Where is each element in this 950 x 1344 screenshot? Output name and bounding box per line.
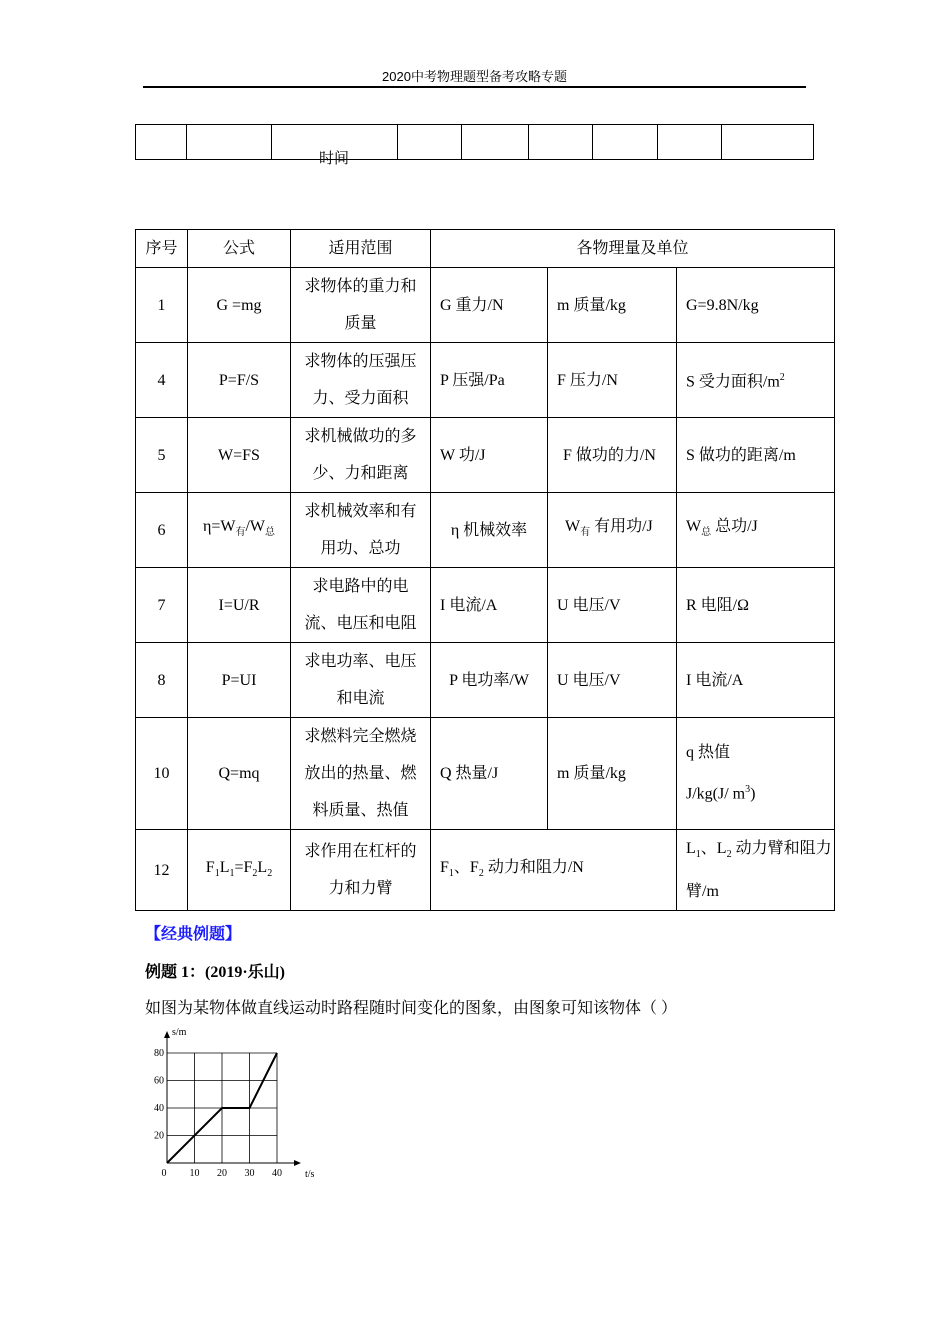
top-cell [462, 125, 529, 160]
table-row [136, 493, 835, 568]
row-range: 求物体的重力和 质量 [291, 268, 431, 343]
row-formula: Q=mq [188, 718, 291, 830]
x-tick-label: 10 [189, 1168, 200, 1179]
row-quantity: $L_1$、$L_2$ 动力臂和阻力臂/m [677, 830, 835, 911]
top-cell [658, 125, 722, 160]
row-no: 1 [136, 268, 188, 343]
x-tick-label: 30 [244, 1168, 255, 1179]
row-range: 求机械效率和有 用功、总功 [291, 493, 431, 568]
top-cell [136, 125, 187, 160]
row-quantity: G 重力/N [431, 268, 548, 343]
row-quantity: G=9.8N/kg [677, 268, 835, 343]
row-quantity: R 电阻/Ω [677, 568, 835, 643]
example-label: 例题 1：(2019·乐山) [145, 964, 285, 981]
row-range: 求物体的压强压 力、受力面积 [291, 343, 431, 418]
row-quantity: F 压力/N [548, 343, 677, 418]
row-formula: W=FS [188, 418, 291, 493]
row-quantity: m 质量/kg [548, 718, 677, 830]
row-no: 10 [136, 718, 188, 830]
y-axis-arrow [164, 1031, 170, 1038]
row-quantity: P 压强/Pa [431, 343, 548, 418]
table-row [136, 268, 835, 343]
table-row [136, 830, 835, 911]
row-quantity: η 机械效率 [431, 493, 548, 568]
x-tick-label: 20 [217, 1168, 227, 1179]
top-cell [593, 125, 658, 160]
top-cell [529, 125, 593, 160]
table-row [136, 718, 835, 830]
row-no: 7 [136, 568, 188, 643]
x-axis-label: t/s [305, 1169, 315, 1180]
header-no: 序号 [136, 230, 188, 268]
y-tick-label: 20 [154, 1130, 164, 1142]
chart [140, 1020, 340, 1185]
x-tick-label: 40 [272, 1168, 282, 1179]
top-cell [722, 125, 814, 160]
row-range: 求电路中的电 流、电压和电阻 [291, 568, 431, 643]
row-quantity: m 质量/kg [548, 268, 677, 343]
row-formula: I=U/R [188, 568, 291, 643]
header-rule [143, 86, 806, 88]
row-range: 求电功率、电压 和电流 [291, 643, 431, 718]
example-question [145, 955, 815, 1027]
row-quantity: W 功/J [431, 418, 548, 493]
row-no: 4 [136, 343, 188, 418]
row-quantity: I 电流/A [677, 643, 835, 718]
header-quantities: 各物理量及单位 [431, 230, 835, 268]
top-table [135, 124, 814, 167]
row-range: 求作用在杠杆的 力和力臂 [291, 830, 431, 911]
row-quantity: F 做功的力/N [548, 418, 677, 493]
row-quantity: Q 热量/J [431, 718, 548, 830]
row-no: 6 [136, 493, 188, 568]
row-quantity: U 电压/V [548, 643, 677, 718]
table-row [136, 643, 835, 718]
top-cell [272, 125, 398, 167]
row-no: 5 [136, 418, 188, 493]
y-tick-label: 40 [154, 1103, 164, 1114]
row-no: 12 [136, 830, 188, 911]
y-tick-label: 60 [154, 1075, 164, 1087]
x-axis-arrow [294, 1160, 301, 1166]
top-cell [398, 125, 462, 160]
section-title: 【经典例题】 [145, 924, 242, 943]
row-quantity: P 电功率/W [431, 643, 548, 718]
row-formula: P=F/S [188, 343, 291, 418]
row-quantity: I 电流/A [431, 568, 548, 643]
row-formula: $F_1L_1=F_2L_2$ [188, 830, 291, 911]
row-formula: G =mg [188, 268, 291, 343]
overflow-text: 时间 [319, 151, 350, 167]
row-quantity: U 电压/V [548, 568, 677, 643]
row-quantity: S 受力面积$/m^2$ [677, 343, 835, 418]
table-row [136, 568, 835, 643]
top-cell [187, 125, 272, 160]
row-quantity: q 热值 J/kg(J/ $m^3$) [677, 718, 835, 830]
table-row [136, 418, 835, 493]
row-no: 8 [136, 643, 188, 718]
row-quantity: $W_总$ 总功/J [677, 493, 835, 568]
header-range: 适用范围 [291, 230, 431, 268]
row-formula: P=UI [188, 643, 291, 718]
y-tick-label: 80 [154, 1048, 164, 1059]
example-text: 如图为某物体做直线运动时路程随时间变化的图象，由图象可知该物体（ ） [145, 1000, 678, 1017]
row-range: 求燃料完全燃烧 放出的热量、燃 料质量、热值 [291, 718, 431, 830]
formula-table [135, 229, 835, 911]
table-header-row [136, 230, 835, 268]
row-quantity: S 做功的距离/m [677, 418, 835, 493]
page-header: 2020中考物理题型备考攻略专题 [382, 69, 567, 84]
row-range: 求机械做功的多 少、力和距离 [291, 418, 431, 493]
row-quantity: $F_1$、$F_2$ 动力和阻力/N [431, 830, 677, 911]
row-formula: $\eta=W_有/W_总$ [188, 493, 291, 568]
x-tick-label: 0 [161, 1168, 167, 1179]
table-row [136, 343, 835, 418]
header-formula: 公式 [188, 230, 291, 268]
row-quantity: $W_有$ 有用功/J [548, 493, 677, 568]
y-axis-label: s/m [172, 1027, 187, 1038]
